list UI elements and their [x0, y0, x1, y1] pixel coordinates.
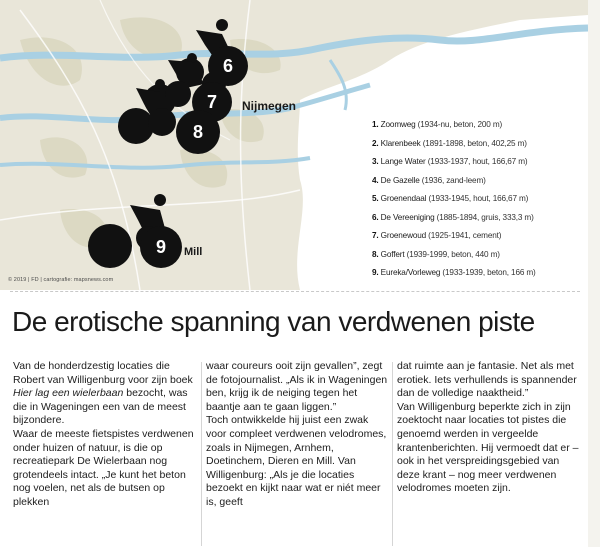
legend-number: 3.	[372, 157, 379, 166]
legend-number: 4.	[372, 175, 379, 185]
legend-item	[372, 194, 588, 213]
legend-detail: (1936, zand-leem)	[419, 175, 486, 185]
marker-8-label: 8	[192, 121, 203, 142]
marker-8	[176, 110, 220, 154]
legend-detail: (1891-1898, beton, 402,25 m)	[420, 138, 527, 148]
legend-detail: (1933-1939, beton, 166 m)	[440, 268, 536, 277]
paragraph: Waar de meeste fietspistes verdwenen onder huizen of natuur, is die op recreatiepark De Wielerbaan nog grotendeels intact. „Je kunt het beton nog voelen, net als de butsen op plekken	[13, 427, 194, 508]
legend-name: Eureka/Vorleweg	[380, 268, 441, 277]
legend-number: 5.	[372, 194, 379, 203]
marker-7-label: 7	[206, 91, 217, 112]
article-column-3	[397, 360, 582, 496]
legend-detail: (1933-1937, hout, 166,67 m)	[425, 157, 528, 166]
article-column-2	[206, 360, 391, 510]
legend-name: Lange Water	[380, 157, 426, 166]
legend-item	[372, 176, 588, 195]
marker-6-label: 6	[222, 55, 233, 76]
column-rule	[201, 362, 202, 546]
column-rule	[392, 362, 393, 546]
article-column-1	[13, 360, 198, 510]
legend-detail: (1934-nu, beton, 200 m)	[415, 120, 503, 129]
legend-item	[372, 157, 588, 176]
legend-name: De Vereeniging	[380, 212, 435, 222]
legend-item	[372, 213, 588, 232]
book-title: Hier lag een wielerbaan	[13, 387, 124, 400]
marker-6	[208, 46, 248, 86]
marker-9-label: 9	[155, 236, 166, 257]
paragraph: Toch ontwikkelde hij juist een zwak voor compleet verdwenen velodromes, zoals in Nijmegen, Arnhem, Doetinchem, Dieren en Mill. Van Willigenburg: „Als je die locaties bezoekt en kijkt naar wat er niét meer is, geeft	[206, 414, 387, 508]
legend-item	[372, 268, 588, 287]
legend-number: 9.	[372, 268, 379, 277]
place-label-mill: Mill	[184, 246, 203, 258]
legend-detail: (1885-1894, gruis, 333,3 m)	[434, 212, 534, 222]
legend-item	[372, 250, 588, 269]
dashed-divider	[10, 291, 580, 292]
legend-number: 1.	[372, 120, 379, 129]
legend-number: 8.	[372, 249, 379, 259]
legend-number: 7.	[372, 231, 379, 240]
map-credit: © 2019 | FD | cartografie: mapsnews.com	[8, 277, 114, 283]
legend-number: 2.	[372, 138, 379, 148]
legend-detail: (1925-1941, cement)	[426, 231, 502, 240]
legend-item	[372, 139, 588, 158]
legend-name: Groenewoud	[380, 231, 427, 240]
legend-item	[372, 231, 588, 250]
legend	[372, 120, 588, 287]
marker-9	[140, 226, 182, 268]
legend-detail: (1933-1945, hout, 166,67 m)	[426, 194, 529, 203]
legend-number: 6.	[372, 212, 379, 222]
legend-item	[372, 120, 588, 139]
legend-name: Klarenbeek	[380, 138, 421, 148]
paragraph	[13, 360, 198, 428]
legend-name: Groenendaal	[380, 194, 427, 203]
article	[0, 298, 588, 547]
text-run: Van de honderdzestig locaties die Robert van Willigenburg voor zijn boek	[13, 360, 193, 386]
legend-name: Zoomweg	[380, 120, 416, 129]
text-run: bezocht, was die in Wageningen een van de meest bijzondere.	[13, 387, 188, 427]
legend-detail: (1939-1999, beton, 440 m)	[404, 249, 500, 259]
paragraph: dat ruimte aan je fantasie. Net als met erotiek. Iets verhullends is spannender dan de volledige naaktheid.”	[397, 360, 577, 400]
legend-name: De Gazelle	[380, 175, 420, 185]
place-label-nijmegen: Nijmegen	[242, 99, 297, 113]
article-headline: De erotische spanning van verdwenen piste	[12, 306, 535, 337]
paragraph: waar coureurs ooit zijn gevallen”, zegt de fotojournalist. „Als ik in Wageningen ben, krijg ik de neiging tegen het baantje aan te gaan liggen.”	[206, 360, 388, 413]
paragraph: Van Willigenburg beperkte zich in zijn zoektocht naar locaties tot pistes die genoemd werden in vergeelde krantenberichten. Hij vermoedt dat er – ook in het verspreidingsgebied van deze krant – nog meer verdwenen velodromes moeten zijn.	[397, 400, 579, 495]
legend-name: Goffert	[380, 249, 405, 259]
